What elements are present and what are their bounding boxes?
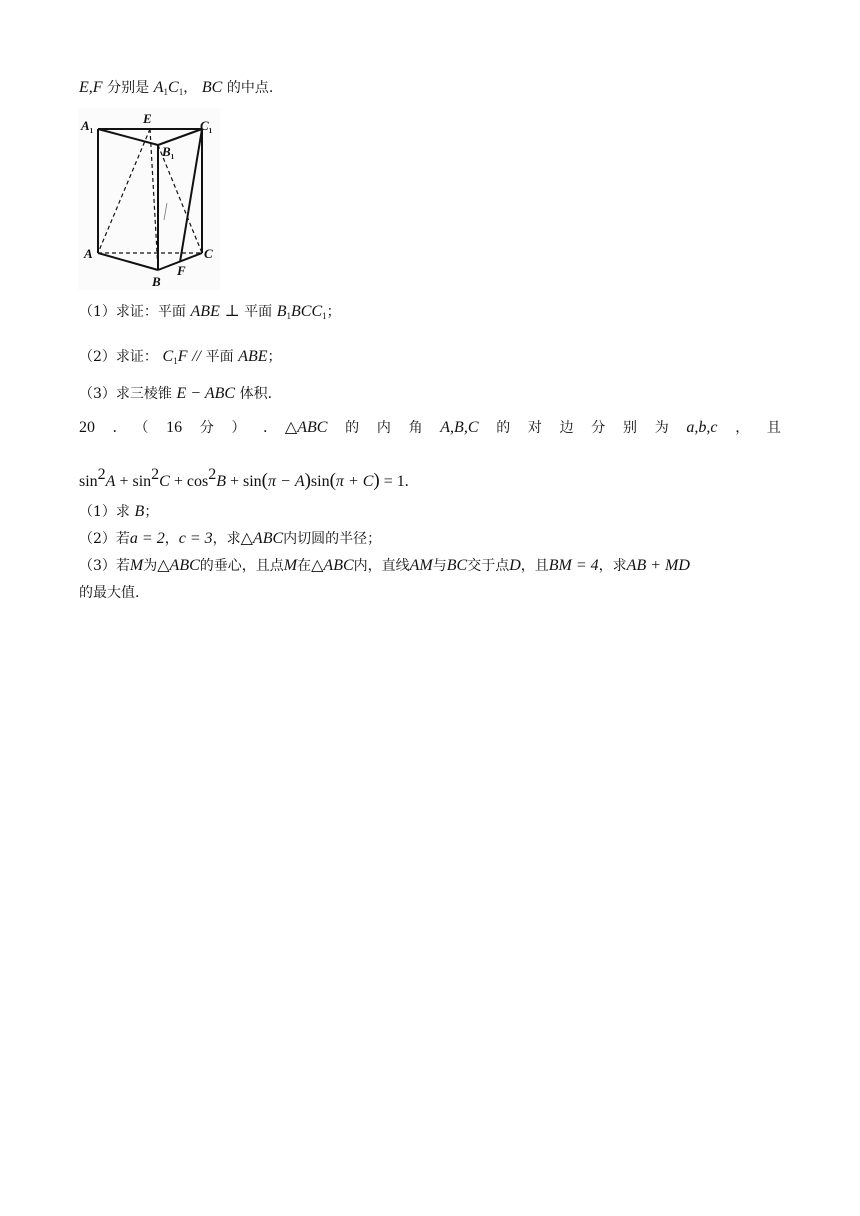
q19-p3-num: （3） xyxy=(79,386,116,402)
q20-dot: . xyxy=(112,419,117,436)
q20-p3-text6: 与 xyxy=(432,558,447,574)
q20-p1-b: B xyxy=(134,503,145,520)
q19-p1-end: ； xyxy=(326,304,341,320)
q20-p2-text2: ，求 xyxy=(212,531,241,547)
q20-p1-end: ； xyxy=(144,504,159,520)
eq-sin3: sin xyxy=(243,473,262,490)
q20-p1-num: （1） xyxy=(79,504,116,520)
label-c1: $C_1$ xyxy=(200,118,213,135)
q20-char-nei: 内 xyxy=(376,420,391,436)
eq-plus2: + xyxy=(169,473,187,490)
eq-cos: cos xyxy=(186,473,209,490)
q20-p2-comma: ， xyxy=(164,531,179,547)
q19-p2-abe: ABE xyxy=(238,348,268,365)
q20-fen: 分 xyxy=(199,420,214,436)
q20-p2-num: （2） xyxy=(79,531,116,547)
q19-p3-expr: E − ABC xyxy=(176,385,236,402)
q20-char-dui: 对 xyxy=(527,420,542,436)
q19-p2-c1f: $C_1F$ xyxy=(162,348,188,366)
q20-number: 20 xyxy=(79,419,95,436)
eq-equals: = 1 xyxy=(379,473,405,490)
label-c: C xyxy=(204,246,213,261)
q19-p1-abe: ABE xyxy=(190,303,220,320)
q20-p3-am: AM xyxy=(409,557,433,574)
eq-arg1: π − A xyxy=(268,473,305,490)
eq-a: A xyxy=(105,473,116,490)
label-e: E xyxy=(143,111,152,126)
parallel-symbol: // xyxy=(192,348,201,365)
q20-p3-line2: 的最大值. xyxy=(79,585,140,601)
figure-background xyxy=(78,108,220,290)
q20-paren-open: （ xyxy=(134,420,149,436)
eq-arg2: π + C xyxy=(335,473,374,490)
q20-p2-triangle: △ABC xyxy=(240,530,284,547)
q20-p3-triangle1: △ABC xyxy=(157,557,200,574)
q20-p3-text9: ，求 xyxy=(598,558,627,574)
eq-paren-open1: ( xyxy=(261,470,268,491)
prism-figure xyxy=(78,108,220,290)
q19-p1-text2: 平面 xyxy=(244,304,273,320)
q20-p3-num: （3） xyxy=(79,558,116,574)
q20-equation xyxy=(79,463,409,494)
label-f: F xyxy=(177,263,186,278)
eq-sin2: sin xyxy=(132,473,152,490)
q20-p3-text1: 若 xyxy=(115,558,130,574)
eq-sup1: 2 xyxy=(97,466,106,483)
q20-p2-text1: 若 xyxy=(115,531,130,547)
q19-p1-plane: $B_1BCC_1$ xyxy=(276,303,327,321)
q19-p2-text1: 求证： xyxy=(115,349,158,365)
eq-c: C xyxy=(159,473,170,490)
q20-char-fen: 分 xyxy=(591,420,606,436)
q20-p3-expr: AB + MD xyxy=(626,557,690,574)
q20-dot2: . xyxy=(263,419,268,436)
eq-paren-open2: ( xyxy=(329,470,336,491)
q20-p2-c: c = 3 xyxy=(178,530,213,547)
q19-part3 xyxy=(79,384,272,404)
q19-p1-num: （1） xyxy=(79,304,116,320)
q20-p3-d: D xyxy=(509,557,521,574)
q20-p2-a: a = 2 xyxy=(129,530,165,547)
q20-p3-text2: 为 xyxy=(143,558,158,574)
q20-char-jiao: 角 xyxy=(408,420,423,436)
q20-char-qie: 且 xyxy=(766,420,781,436)
q20-comma: ， xyxy=(735,420,750,436)
q20-p3-triangle2: △ABC xyxy=(311,557,354,574)
q20-part2 xyxy=(79,529,381,549)
label-a1: $A_1$ xyxy=(81,118,94,135)
eq-plus3: + xyxy=(225,473,243,490)
q20-part3 xyxy=(79,556,690,576)
q19-p3-text2: 体积. xyxy=(239,386,273,402)
q20-p2-text3: 内切圆的半径； xyxy=(283,531,382,547)
intro-text2: 的中点. xyxy=(226,80,274,96)
eq-paren-close1: ) xyxy=(304,470,311,491)
q20-char-de2: 的 xyxy=(496,420,511,436)
q19-p1-text1: 求证：平面 xyxy=(115,304,186,320)
q20-p3-m2: M xyxy=(283,557,298,574)
q20-char-bie: 别 xyxy=(623,420,637,436)
q20-p1-text1: 求 xyxy=(115,504,130,520)
label-b1: $B_1$ xyxy=(162,144,175,161)
eq-plus1: + xyxy=(115,473,133,490)
q20-angles: A,B,C xyxy=(440,419,479,436)
intro-text1: 分别是 xyxy=(107,80,150,96)
q20-char-bian: 边 xyxy=(559,420,574,436)
prism-diagram xyxy=(78,108,220,290)
eq-end: . xyxy=(404,473,409,490)
q20-p3-m: M xyxy=(129,557,144,574)
eq-paren-close2: ) xyxy=(373,470,380,491)
q20-part3-continued xyxy=(79,583,139,603)
eq-sin4: sin xyxy=(310,473,330,490)
q20-p3-bc: BC xyxy=(446,557,468,574)
q20-paren-close: ） xyxy=(231,420,246,436)
intro-comma: ， xyxy=(183,80,198,96)
intro-ef: E,F xyxy=(79,79,103,96)
q20-p3-text4: 在 xyxy=(297,558,312,574)
q20-char-de: 的 xyxy=(345,420,360,436)
q19-part1 xyxy=(79,302,341,326)
eq-sup3: 2 xyxy=(208,466,217,483)
q19-part2 xyxy=(79,347,282,371)
perp-symbol: ⊥ xyxy=(224,303,240,320)
q20-p3-text8: ，且 xyxy=(520,558,549,574)
q20-p3-text3: 的垂心，且点 xyxy=(199,558,284,574)
label-a: A xyxy=(84,246,93,261)
q20-p3-bm: BM = 4 xyxy=(548,557,599,574)
q20-p3-text7: 交于点 xyxy=(467,558,510,574)
q20-part1 xyxy=(79,502,158,522)
q20-char-wei: 为 xyxy=(654,420,669,436)
eq-sin1: sin xyxy=(79,473,98,490)
eq-sup2: 2 xyxy=(151,466,160,483)
intro-bc: BC xyxy=(201,79,223,96)
q20-p3-text5: 内，直线 xyxy=(353,558,410,574)
intro-a1c1: $A_1C_1$ xyxy=(153,79,184,97)
q20-points: 16 xyxy=(166,419,183,436)
intro-line xyxy=(79,78,273,102)
q20-header xyxy=(79,418,781,438)
q19-p2-end: ； xyxy=(267,349,282,365)
q19-p3-text1: 求三棱锥 xyxy=(115,386,172,402)
q19-p2-num: （2） xyxy=(79,349,116,365)
q20-triangle: △ABC xyxy=(284,419,328,436)
label-b: B xyxy=(152,274,161,289)
q19-p2-text2: 平面 xyxy=(205,349,234,365)
eq-b: B xyxy=(216,473,226,490)
q20-sides: a,b,c xyxy=(686,419,718,436)
